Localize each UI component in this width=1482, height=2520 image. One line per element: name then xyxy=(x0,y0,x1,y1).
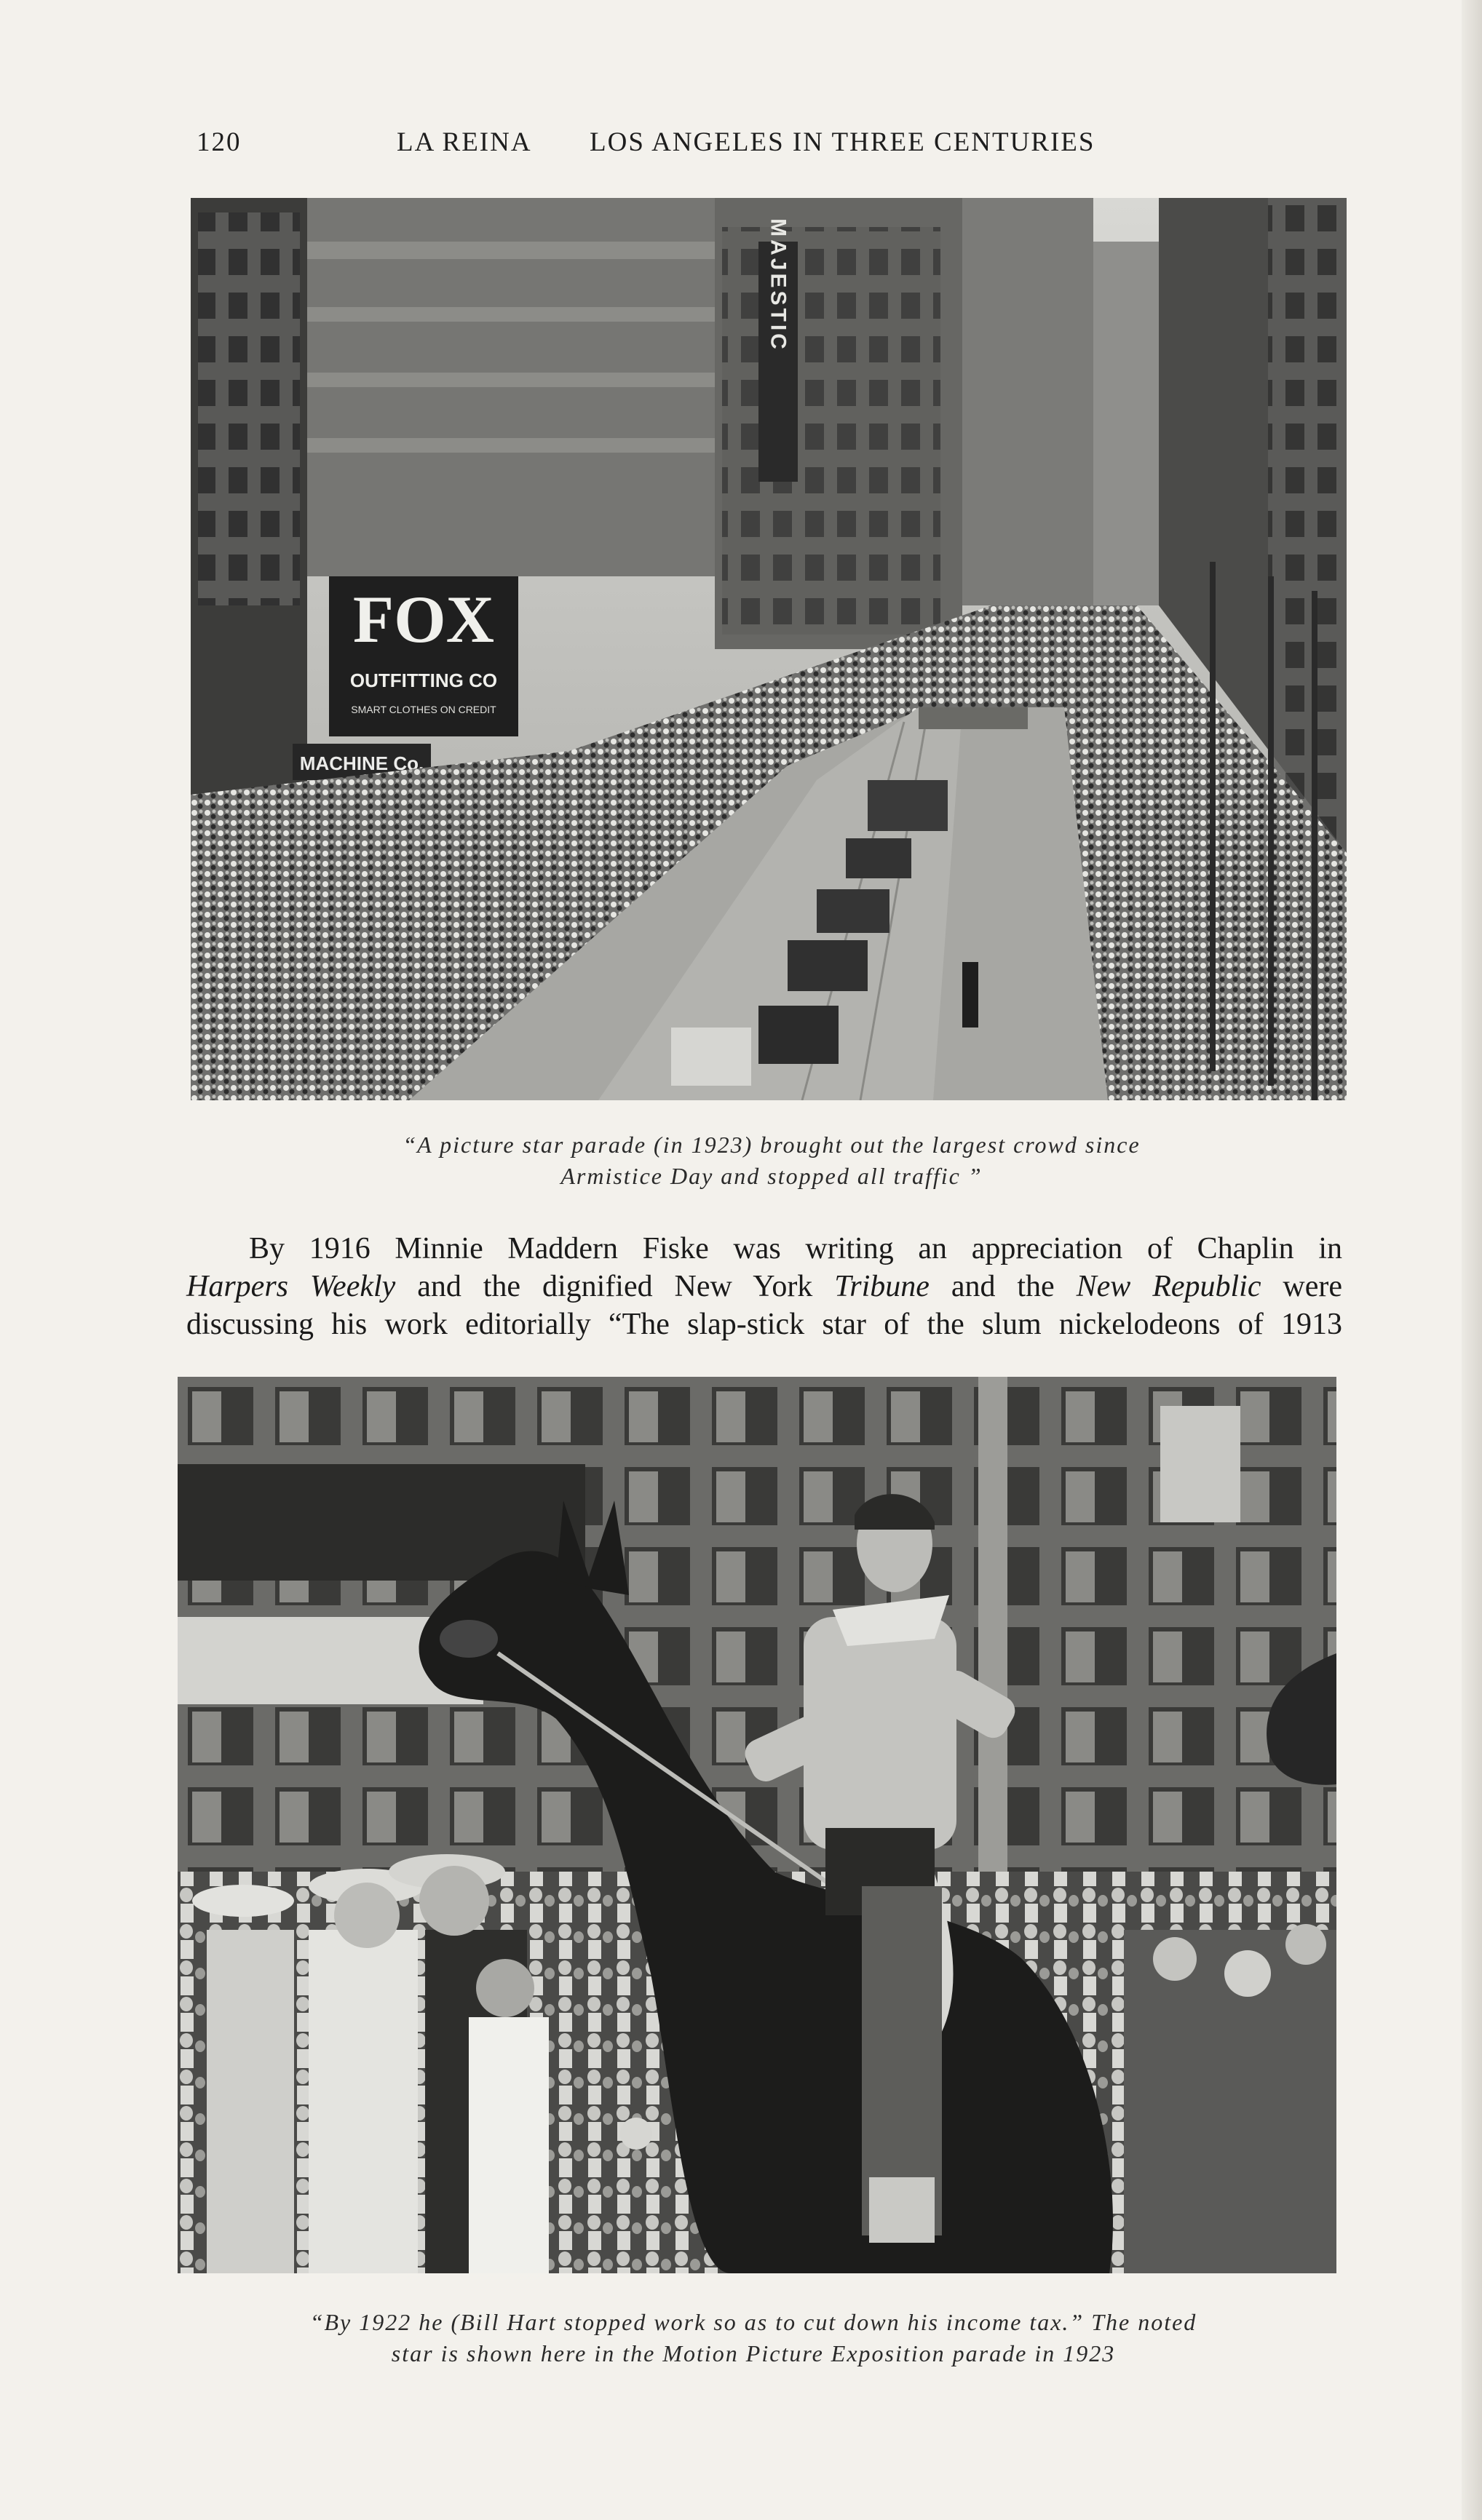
book-subtitle: LOS ANGELES IN THREE CENTURIES xyxy=(590,127,1095,157)
harpers-weekly: Harpers Weekly xyxy=(186,1270,396,1303)
body-line-2-f: were xyxy=(1261,1270,1342,1303)
new-republic: New Republic xyxy=(1076,1270,1261,1303)
body-line-2 xyxy=(186,1268,1342,1305)
body-line-2-d: and the xyxy=(929,1270,1077,1303)
caption-parade xyxy=(262,1129,1281,1192)
page-number: 120 xyxy=(197,127,242,157)
page-edge xyxy=(1462,0,1482,2520)
tribune: Tribune xyxy=(834,1270,930,1303)
caption-bill-hart-line-1: “By 1922 he (Bill Hart stopped work so as to cut down his income tax.” The noted xyxy=(309,2309,1197,2335)
body-line-3-text: discussing his work editorially “The slap-stick star of the slum nickelodeons of 1913 xyxy=(186,1308,1342,1341)
bill-hart-illustration xyxy=(178,1377,1336,2273)
running-header xyxy=(197,127,1136,170)
parade-street-illustration xyxy=(191,198,1347,1100)
book-title: LA REINA xyxy=(397,127,532,157)
body-line-1-text: By 1916 Minnie Maddern Fiske was writing an appreciation of Chaplin in xyxy=(249,1232,1342,1265)
body-paragraph xyxy=(186,1230,1342,1343)
outfitting-sign: OUTFITTING CO xyxy=(349,669,498,691)
majestic-sign: MAJESTIC xyxy=(766,218,790,352)
caption-parade-line-1: “A picture star parade (in 1923) brought out the largest crowd since xyxy=(403,1132,1141,1158)
caption-bill-hart xyxy=(197,2307,1310,2369)
body-line-2-b: and the dignified New York xyxy=(395,1270,835,1303)
caption-parade-line-2: Armistice Day and stopped all traffic ” xyxy=(560,1163,983,1189)
body-line-3 xyxy=(186,1305,1342,1343)
machine-co-sign: MACHINE Co. xyxy=(299,752,424,774)
body-line-1 xyxy=(186,1230,1342,1268)
smart-clothes-sign: SMART CLOTHES ON CREDIT xyxy=(351,704,496,715)
fox-sign: FOX xyxy=(352,582,495,656)
parade-street-photo xyxy=(191,198,1347,1100)
caption-bill-hart-line-2: star is shown here in the Motion Picture Exposition parade in 1923 xyxy=(391,2340,1116,2366)
bill-hart-photo xyxy=(178,1377,1336,2273)
